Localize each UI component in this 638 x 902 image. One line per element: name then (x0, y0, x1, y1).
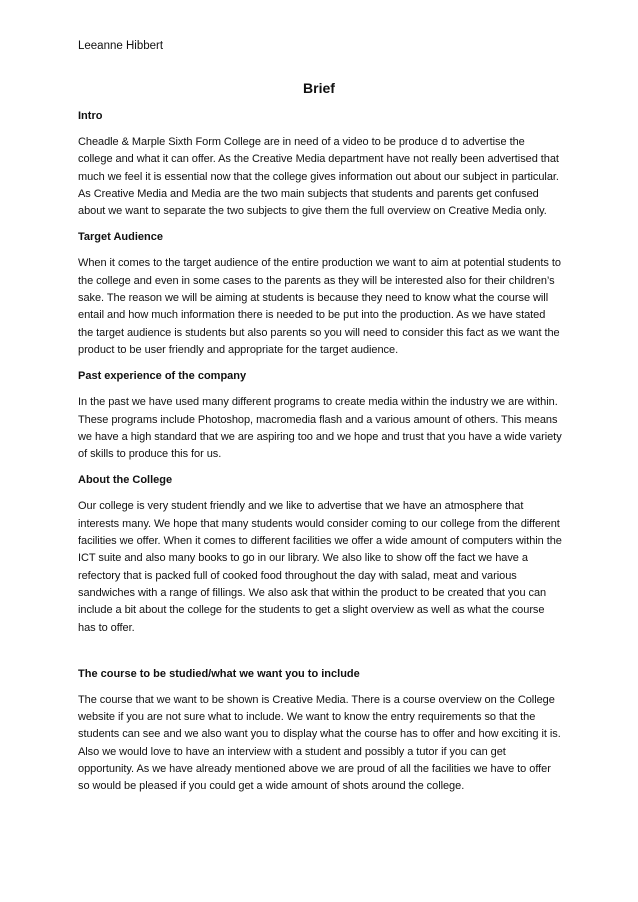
section-past-experience (78, 368, 562, 463)
section-course-include (78, 666, 562, 796)
section-paragraph: Our college is very student friendly and we like to advertise that we have an atmosphere that interests many. We hope that many students would consider coming to our college from the different facilities we offer. When it comes to different facilities we offer a wide amount of computers within the ICT suite and also many books to go in our library. We also like to show off the fact we have a refectory that is packed full of cooked food throughout the day with salad, meat and various sandwiches with a range of fillings. We also ask that within the product to be created that you can include a bit about the college for the students to get a slight overview as well as what the course has to offer. (78, 500, 562, 634)
section-intro (78, 108, 562, 220)
section-paragraph: When it comes to the target audience of the entire production we want to aim at potential students to the college and even in some cases to the parents as they will be interested also for their children’s sake. The reason we will be aiming at students is because they need to know what the course will entail and how much information there is needed to be put into the production. As we have stated the target audience is students but also parents so you will need to consider this fact as we want the product to be user friendly and appropriate for the target audience. (78, 257, 561, 356)
author-name: Leeanne Hibbert (78, 40, 164, 52)
section-paragraph: Cheadle & Marple Sixth Form College are in need of a video to be produce d to advertise the college and what it can offer. As the Creative Media department have not really been advertised that much we feel it is essential now that the college gives information out about our subject in particular. As Creative Media and Media are the two main subjects that students and parents get confused about we want to separate the two subjects to give them the full overview on Creative Media only. (78, 136, 559, 218)
section-spacer (78, 646, 562, 666)
section-about-college (78, 472, 562, 636)
section-heading: Target Audience (78, 231, 163, 244)
document-body (78, 108, 562, 805)
section-paragraph: The course that we want to be shown is Creative Media. There is a course overview on the College website if you are not sure what to include. We want to know the entry requirements so that the students can see and we also want you to display what the course has to offer and how exciting it is. Also we would love to have an interview with a student and possibly a tutor if you can get opportunity. As we have already mentioned above we are proud of all the facilities we have to offer so would be pleased if you could get a wide amount of shots around the college. (78, 693, 561, 793)
section-heading: The course to be studied/what we want you to include (78, 667, 360, 680)
section-target-audience (78, 229, 562, 359)
section-heading: Intro (78, 110, 103, 122)
section-heading: About the College (78, 474, 173, 487)
document-title: Brief (303, 80, 335, 96)
section-paragraph: In the past we have used many different programs to create media within the industry we are within. These programs include Photoshop, macromedia flash and a various amount of others. This means we have a high standard that we are aspiring too and we hope and trust that you have a wide variety of skills to produce this for us. (78, 396, 562, 461)
section-heading: Past experience of the company (78, 370, 247, 383)
